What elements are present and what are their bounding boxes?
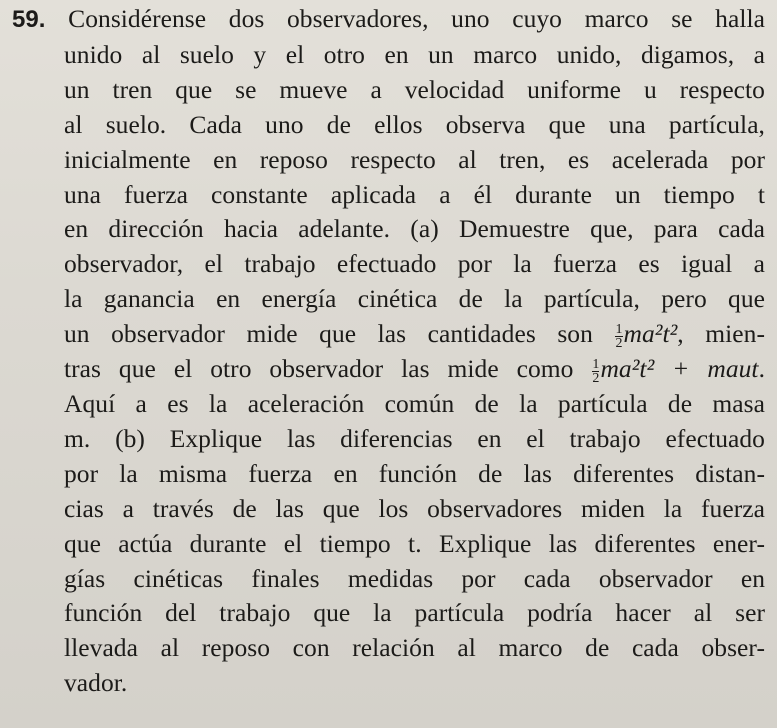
text-line: que actúa durante el tiempo t. Explique las diferentes ener- xyxy=(64,528,765,558)
text-line: por la misma fuerza en función de las diferentes distan- xyxy=(64,458,765,488)
text-line: unido al suelo y el otro en un marco unido, digamos, a xyxy=(64,39,765,69)
text-line: vador. xyxy=(64,668,128,698)
text-line: gías cinéticas finales medidas por cada observador en xyxy=(64,563,765,593)
text-line: 59. Considérense dos observadores, uno cuyo marco se halla xyxy=(12,4,765,33)
text-line: función del trabajo que la partícula podría hacer al ser xyxy=(64,598,765,628)
text-line: un tren que se mueve a velocidad uniforme u respecto xyxy=(64,74,765,104)
text-line: tras que el otro observador las mide como $\frac{1}{2}$ ma²t² + maut. xyxy=(64,354,765,386)
text-line: inicialmente en reposo respecto al tren, es acelerada por xyxy=(64,144,765,174)
problem-59 xyxy=(12,2,765,701)
text-line: m. (b) Explique las diferencias en el trabajo efectuado xyxy=(64,423,765,453)
fraction-one-half: $\frac{1}{2}$ xyxy=(592,356,600,386)
problem-number: 59. xyxy=(12,6,46,33)
formula-kinetic-energy-moving: ma²t² + maut xyxy=(600,354,759,384)
text-line: Aquí a es la aceleración común de la partícula de masa xyxy=(64,388,765,418)
text-line: una fuerza constante aplicada a él durante un tiempo t xyxy=(64,179,765,209)
text-line: un observador mide que las cantidades son $\frac{1}{2}$ ma²t², mien- xyxy=(64,319,765,351)
formula-kinetic-energy: ma²t² xyxy=(623,319,678,349)
text-line: la ganancia en energía cinética de la partícula, pero que xyxy=(64,284,765,314)
fraction-one-half: $\frac{1}{2}$ xyxy=(615,321,623,351)
text-line: en dirección hacia adelante. (a) Demuestre que, para cada xyxy=(64,214,765,244)
text-line: observador, el trabajo efectuado por la fuerza es igual a xyxy=(64,249,765,279)
text-line: llevada al reposo con relación al marco de cada obser- xyxy=(64,633,765,663)
text-line: cias a través de las que los observadores miden la fuerza xyxy=(64,493,765,523)
text-line: al suelo. Cada uno de ellos observa que una partícula, xyxy=(64,109,765,139)
